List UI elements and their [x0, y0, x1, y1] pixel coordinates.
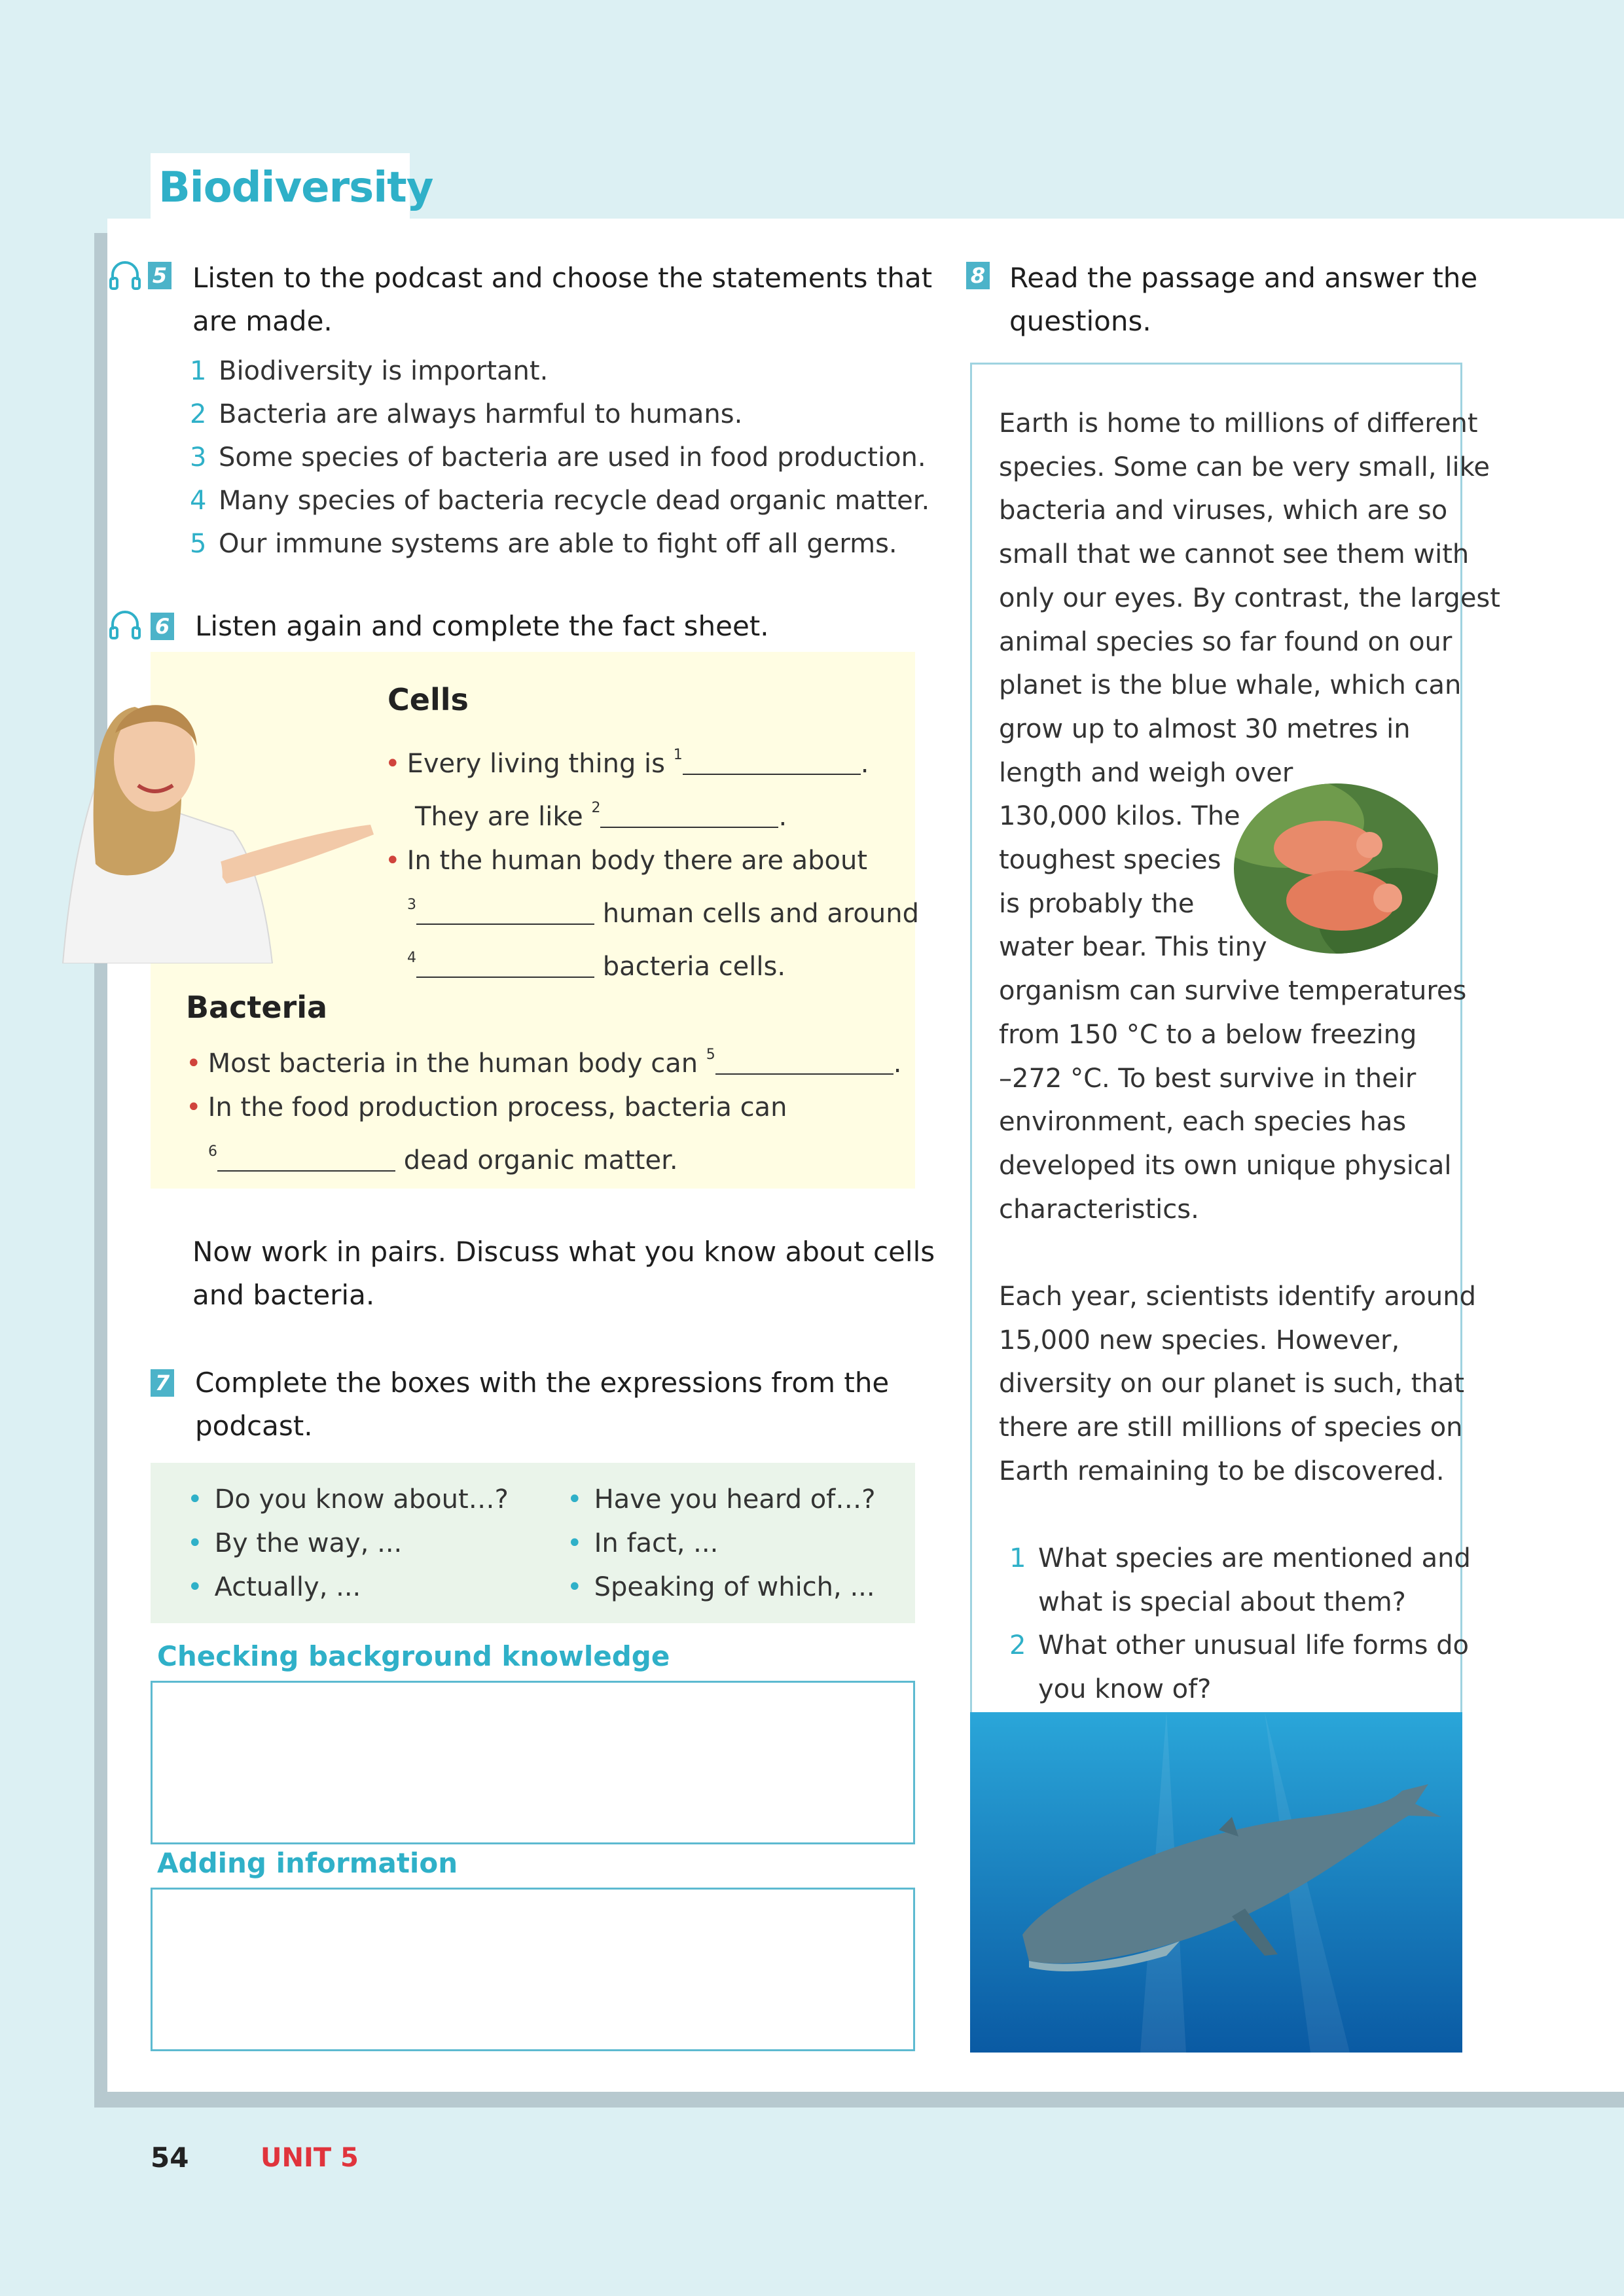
- fact-line: [385, 936, 919, 989]
- bullet: •: [186, 1049, 202, 1079]
- passage-line: diversity on our planet is such, that: [999, 1369, 1465, 1399]
- bullet: •: [567, 1572, 583, 1602]
- bullet: •: [187, 1528, 203, 1558]
- expression-item: [567, 1478, 876, 1522]
- passage-line: bacteria and viruses, which are so: [999, 495, 1448, 526]
- passage-line: Each year, scientists identify around: [999, 1282, 1476, 1312]
- passage-paragraph-2: [999, 1275, 1476, 1494]
- exercise-5-line1: Listen to the podcast and choose the statements that: [192, 262, 933, 294]
- list-item-number: 3: [190, 442, 207, 473]
- fact-line: [186, 1033, 902, 1086]
- expression-item: [567, 1566, 875, 1609]
- adding-information-answer-box[interactable]: [151, 1888, 915, 2051]
- list-item-text: Our immune systems are able to fight off all germs.: [219, 529, 897, 559]
- list-item: [190, 350, 929, 393]
- water-bear-image: [1233, 783, 1439, 954]
- bullet: •: [567, 1528, 583, 1558]
- fact-text: In the human body there are about: [406, 846, 868, 876]
- question-text: What species are mentioned and: [1038, 1543, 1471, 1573]
- question-2: [1009, 1624, 1469, 1711]
- exercise-5-list: [190, 350, 929, 565]
- list-item-text: Some species of bacteria are used in food production.: [219, 442, 926, 473]
- question-text: What other unusual life forms do: [1038, 1630, 1469, 1660]
- list-item-text: Many species of bacteria recycle dead organic matter.: [219, 486, 930, 516]
- fact-text: human cells and around: [594, 899, 919, 929]
- question-text: you know of?: [1038, 1674, 1212, 1704]
- cells-heading: Cells: [388, 682, 469, 717]
- fact-line: [186, 1130, 902, 1183]
- adding-information-label: Adding information: [157, 1847, 458, 1879]
- exercise-5-instruction: [192, 257, 932, 343]
- list-item-text: Bacteria are always harmful to humans.: [219, 399, 743, 429]
- gap-number: 4: [407, 950, 416, 966]
- fact-text: .: [860, 749, 869, 779]
- pairs-line2: and bacteria.: [192, 1279, 375, 1311]
- pairs-instruction: [192, 1230, 935, 1317]
- fact-text: .: [893, 1049, 902, 1079]
- passage-line: from 150 °C to a below freezing: [999, 1019, 1417, 1050]
- fact-text: .: [778, 802, 787, 832]
- fact-text: They are like: [415, 802, 592, 832]
- fact-line: [385, 839, 919, 883]
- expression-text: Have you heard of…?: [594, 1484, 876, 1515]
- fact-text: bacteria cells.: [594, 952, 786, 982]
- gap-4-blank[interactable]: [416, 956, 594, 978]
- headphones-icon: [109, 610, 141, 640]
- bullet: •: [187, 1484, 203, 1515]
- expression-text: In fact, ...: [594, 1528, 719, 1558]
- bullet: •: [186, 1092, 202, 1122]
- question-text: what is special about them?: [1038, 1587, 1406, 1617]
- checking-knowledge-answer-box[interactable]: [151, 1681, 915, 1844]
- exercise-6-instruction: Listen again and complete the fact sheet.: [195, 610, 769, 642]
- page-number: 54: [151, 2142, 189, 2174]
- list-item-number: 4: [190, 486, 207, 516]
- gap-2-blank[interactable]: [600, 806, 778, 828]
- question-number: 2: [1009, 1630, 1026, 1660]
- fact-text: Every living thing is: [406, 749, 674, 779]
- fact-text: Most bacteria in the human body can: [208, 1049, 706, 1079]
- bullet: •: [385, 749, 401, 779]
- fact-text: In the food production process, bacteria can: [208, 1092, 787, 1122]
- exercise-5-badge: 5: [148, 262, 171, 289]
- list-item: [190, 479, 929, 522]
- gap-6-blank[interactable]: [217, 1149, 395, 1172]
- expression-item: [187, 1478, 509, 1522]
- list-item: [190, 522, 929, 565]
- exercise-7-line2: podcast.: [195, 1410, 313, 1442]
- bullet: •: [385, 846, 401, 876]
- passage-line: characteristics.: [999, 1194, 1199, 1225]
- expression-text: By the way, ...: [214, 1528, 403, 1558]
- bullet: •: [567, 1484, 583, 1515]
- question-number: 1: [1009, 1543, 1026, 1573]
- exercise-5-line2: are made.: [192, 305, 333, 337]
- bullet: •: [187, 1572, 203, 1602]
- expression-item: [187, 1566, 361, 1609]
- question-1: [1009, 1537, 1471, 1624]
- gap-number: 1: [673, 747, 683, 763]
- passage-line: –272 °C. To best survive in their: [999, 1063, 1416, 1094]
- cells-facts: [385, 733, 919, 989]
- gap-number: 2: [591, 800, 601, 816]
- exercise-8-instruction: [1009, 257, 1477, 343]
- expression-text: Speaking of which, ...: [594, 1572, 875, 1602]
- gap-3-blank[interactable]: [416, 903, 594, 925]
- fact-line: [385, 733, 919, 786]
- exercise-7-badge: 7: [151, 1369, 174, 1397]
- page-title: Biodiversity: [158, 164, 433, 212]
- list-item: [190, 393, 929, 436]
- passage-line: developed its own unique physical: [999, 1150, 1452, 1181]
- passage-line: animal species so far found on our: [999, 626, 1453, 657]
- passage-line: species. Some can be very small, like: [999, 452, 1490, 482]
- exercise-7-line1: Complete the boxes with the expressions from the: [195, 1367, 890, 1399]
- fact-text: dead organic matter.: [395, 1145, 678, 1175]
- passage-line: environment, each species has: [999, 1107, 1407, 1138]
- gap-1-blank[interactable]: [683, 753, 861, 775]
- passage-line: only our eyes. By contrast, the largest: [999, 583, 1500, 613]
- bacteria-heading: Bacteria: [186, 990, 328, 1025]
- fact-line: [186, 1086, 902, 1130]
- gap-number: 6: [208, 1143, 217, 1160]
- bacteria-facts: [186, 1033, 902, 1183]
- passage-line: there are still millions of species on: [999, 1412, 1463, 1443]
- list-item-number: 5: [190, 529, 207, 559]
- expression-item: [187, 1522, 402, 1566]
- exercise-8-line2: questions.: [1009, 305, 1151, 337]
- list-item-number: 1: [190, 356, 207, 386]
- passage-line: organism can survive temperatures: [999, 976, 1467, 1007]
- checking-knowledge-label: Checking background knowledge: [157, 1640, 670, 1672]
- fact-line: [385, 883, 919, 936]
- unit-label: UNIT 5: [261, 2143, 359, 2173]
- passage-line: toughest species: [999, 845, 1221, 876]
- expression-item: [567, 1522, 718, 1566]
- passage-line: planet is the blue whale, which can: [999, 670, 1462, 701]
- list-item-number: 2: [190, 399, 207, 429]
- exercise-8-line1: Read the passage and answer the: [1009, 262, 1478, 294]
- passage-line: water bear. This tiny: [999, 932, 1267, 963]
- list-item: [190, 436, 929, 479]
- passage-line: length and weigh over: [999, 757, 1293, 788]
- exercise-8-badge: 8: [966, 262, 990, 289]
- fact-line: [385, 786, 919, 839]
- passage-line: Earth remaining to be discovered.: [999, 1456, 1445, 1486]
- passage-line: small that we cannot see them with: [999, 539, 1470, 570]
- headphones-icon: [109, 260, 141, 291]
- passage-line: grow up to almost 30 metres in: [999, 713, 1411, 744]
- passage-line: 130,000 kilos. The: [999, 801, 1240, 832]
- expression-text: Actually, ...: [214, 1572, 361, 1602]
- passage-line: Earth is home to millions of different: [999, 408, 1478, 439]
- passage-line: 15,000 new species. However,: [999, 1325, 1400, 1355]
- gap-5-blank[interactable]: [715, 1052, 893, 1075]
- gap-number: 3: [407, 897, 416, 913]
- blue-whale-image: [970, 1712, 1462, 2053]
- expression-text: Do you know about…?: [214, 1484, 509, 1515]
- list-item-text: Biodiversity is important.: [219, 356, 549, 386]
- presenter-woman-image: [56, 668, 377, 963]
- pairs-line1: Now work in pairs. Discuss what you know about cells: [192, 1236, 935, 1268]
- passage-line: is probably the: [999, 888, 1195, 919]
- gap-number: 5: [706, 1047, 715, 1063]
- exercise-6-badge: 6: [151, 613, 174, 640]
- exercise-7-instruction: [195, 1361, 889, 1448]
